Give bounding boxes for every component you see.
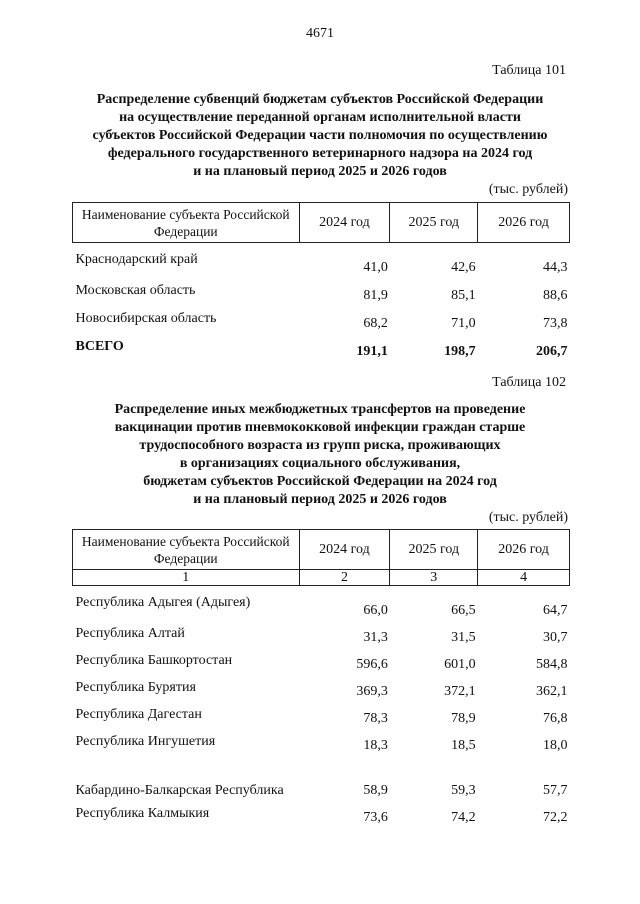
table-header-row [73, 203, 570, 243]
value-2026: 30,7 [543, 629, 568, 645]
value-2026: 73,8 [543, 315, 568, 331]
region-name: Республика Калмыкия [75, 805, 210, 821]
title-line: в организациях социального обслуживания, [179, 456, 461, 471]
table-row [73, 755, 570, 800]
table-101-units: (тыс. рублей) [488, 182, 568, 197]
header-2024: 2024 год [299, 203, 390, 243]
title-line: Распределение иных межбюджетных трансфертов на проведение [114, 402, 526, 417]
total-2024: 191,1 [356, 343, 388, 359]
region-name: Кабардино-Балкарская Республика [75, 782, 284, 798]
value-2026: 72,2 [543, 809, 568, 825]
header-region-name: Наименование субъекта Российской Федерации [73, 203, 300, 243]
header-region-name: Наименование субъекта Российской Федерации [73, 530, 300, 570]
value-2025: 42,6 [451, 259, 476, 275]
title-line: вакцинации против пневмококковой инфекции граждан старше [114, 420, 526, 435]
value-2025: 601,0 [444, 656, 476, 672]
column-number: 4 [478, 570, 570, 586]
title-line: Распределение субвенций бюджетам субъектов Российской Федерации [96, 92, 544, 107]
table-row [73, 701, 570, 728]
value-2026: 88,6 [543, 287, 568, 303]
table-row [73, 277, 570, 305]
region-name: Республика Башкортостан [75, 652, 233, 668]
total-label: ВСЕГО [75, 339, 124, 354]
title-line: и на плановый период 2025 и 2026 годов [193, 164, 447, 179]
table-row [73, 800, 570, 827]
value-2024: 81,9 [363, 287, 388, 303]
table-row [73, 674, 570, 701]
header-2024: 2024 год [299, 530, 390, 570]
region-name: Республика Алтай [75, 625, 185, 641]
page-number: 4671 [306, 26, 334, 41]
value-2026: 18,0 [543, 737, 568, 753]
column-number: 1 [73, 570, 300, 586]
value-2025: 31,5 [451, 629, 476, 645]
table-row [73, 728, 570, 755]
table-row [73, 243, 570, 277]
value-2025: 372,1 [444, 683, 476, 699]
title-line: и на плановый период 2025 и 2026 годов [193, 492, 447, 507]
header-2026: 2026 год [478, 203, 570, 243]
value-2026: 76,8 [543, 710, 568, 726]
value-2025: 71,0 [451, 315, 476, 331]
table-102-label: Таблица 102 [492, 375, 566, 390]
region-name: Республика Дагестан [75, 706, 202, 722]
total-2025: 198,7 [444, 343, 476, 359]
value-2024: 41,0 [363, 259, 388, 275]
value-2025: 85,1 [451, 287, 476, 303]
value-2024: 68,2 [363, 315, 388, 331]
table-101 [72, 202, 570, 361]
value-2025: 74,2 [451, 809, 476, 825]
value-2024: 18,3 [363, 737, 388, 753]
table-102 [72, 529, 570, 827]
header-2025: 2025 год [390, 530, 478, 570]
column-number: 2 [299, 570, 390, 586]
table-102-title [60, 401, 580, 509]
value-2025: 59,3 [451, 782, 476, 798]
value-2026: 362,1 [536, 683, 568, 699]
value-2024: 596,6 [356, 656, 388, 672]
header-2026: 2026 год [478, 530, 570, 570]
value-2026: 584,8 [536, 656, 568, 672]
column-number: 3 [390, 570, 478, 586]
region-name: Краснодарский край [75, 252, 198, 268]
value-2024: 73,6 [363, 809, 388, 825]
value-2026: 64,7 [543, 602, 568, 618]
table-header-row [73, 530, 570, 570]
table-row [73, 620, 570, 647]
value-2025: 18,5 [451, 737, 476, 753]
region-name: Республика Ингушетия [75, 733, 216, 749]
value-2025: 66,5 [451, 602, 476, 618]
title-line: на осуществление переданной органам исполнительной власти [119, 110, 521, 125]
title-line: субъектов Российской Федерации части полномочия по осуществлению [92, 128, 548, 143]
region-name: Республика Адыгея (Адыгея) [75, 595, 251, 611]
table-101-label: Таблица 101 [492, 63, 566, 78]
table-102-units: (тыс. рублей) [488, 510, 568, 525]
column-number-row [73, 570, 570, 586]
total-row [73, 333, 570, 361]
title-line: трудоспособного возраста из групп риска, проживающих [139, 438, 501, 453]
value-2026: 44,3 [543, 259, 568, 275]
total-2026: 206,7 [536, 343, 568, 359]
value-2024: 369,3 [356, 683, 388, 699]
table-101-title [60, 91, 580, 181]
region-name: Республика Бурятия [75, 679, 196, 695]
value-2024: 66,0 [363, 602, 388, 618]
value-2026: 57,7 [543, 782, 568, 798]
table-row [73, 647, 570, 674]
title-line: бюджетам субъектов Российской Федерации на 2024 год [143, 474, 497, 489]
value-2024: 78,3 [363, 710, 388, 726]
value-2024: 58,9 [363, 782, 388, 798]
table-row [73, 586, 570, 620]
table-row [73, 305, 570, 333]
region-name: Московская область [75, 283, 196, 298]
value-2024: 31,3 [363, 629, 388, 645]
region-name: Новосибирская область [75, 311, 217, 326]
title-line: федерального государственного ветеринарного надзора на 2024 год [107, 146, 533, 161]
value-2025: 78,9 [451, 710, 476, 726]
header-2025: 2025 год [390, 203, 478, 243]
